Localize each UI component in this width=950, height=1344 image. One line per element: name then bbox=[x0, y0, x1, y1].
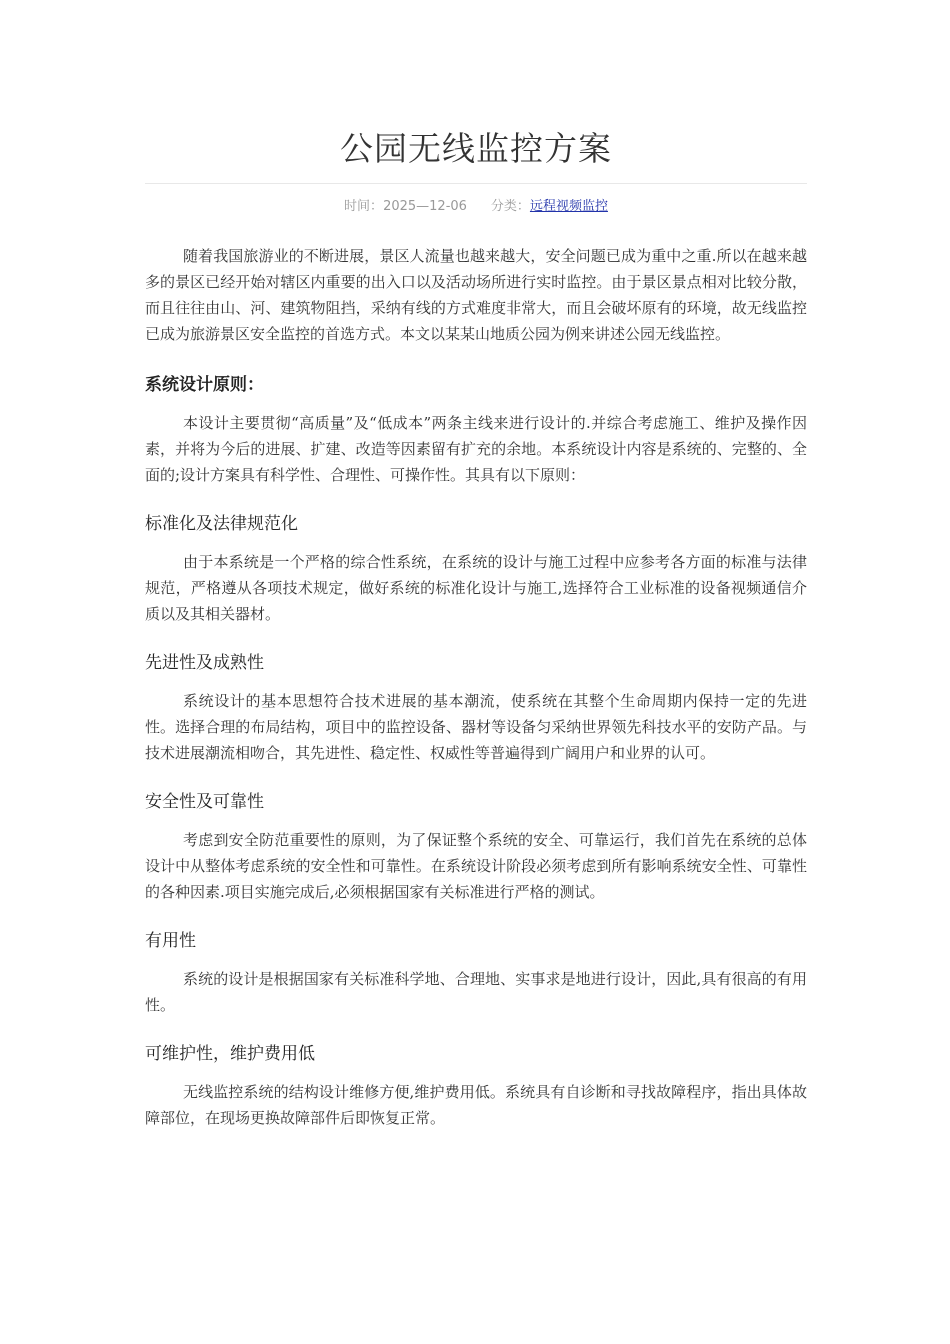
section-heading-standardization: 标准化及法律规范化 bbox=[145, 514, 298, 534]
section-paragraph-design-principles: 本设计主要贯彻“高质量”及“低成本”两条主线来进行设计的.并综合考虑施工、维护及操作因素，并将为今后的进展、扩建、改造等因素留有扩充的余地。本系统设计内容是系统的、完整的、全面的;设计方案具有科学性、合理性、可操作性。其具有以下原则： bbox=[145, 414, 807, 484]
article-meta bbox=[145, 198, 807, 216]
category-label: 分类： bbox=[490, 199, 530, 214]
page-title: 公园无线监控方案 bbox=[340, 129, 612, 168]
section-heading-usefulness: 有用性 bbox=[145, 931, 196, 951]
intro-paragraph: 随着我国旅游业的不断进展，景区人流量也越来越大，安全问题已成为重中之重.所以在越来越多的景区已经开始对辖区内重要的出入口以及活动场所进行实时监控。由于景区景点相对比较分散，而且往往由山、河、建筑物阻挡，采纳有线的方式难度非常大，而且会破坏原有的环境，故无线监控已成为旅游景区安全监控的首选方式。本文以某某山地质公园为例来讲述公园无线监控。 bbox=[145, 247, 807, 343]
section-heading-advancement: 先进性及成熟性 bbox=[145, 653, 264, 673]
section-paragraph-security: 考虑到安全防范重要性的原则，为了保证整个系统的安全、可靠运行，我们首先在系统的总体设计中从整体考虑系统的安全性和可靠性。在系统设计阶段必须考虑到所有影响系统安全性、可靠性的各种因素.项目实施完成后,必须根据国家有关标准进行严格的测试。 bbox=[145, 831, 807, 901]
publish-date: 2025—12-06 bbox=[383, 199, 467, 214]
section-heading-security: 安全性及可靠性 bbox=[145, 792, 264, 812]
intro-block bbox=[145, 243, 807, 347]
section-paragraph-advancement: 系统设计的基本思想符合技术进展的基本潮流，使系统在其整个生命周期内保持一定的先进性。选择合理的布局结构，项目中的监控设备、器材等设备匀采纳世界领先科技水平的安防产品。与技术进展潮流相吻合，其先进性、稳定性、权威性等普遍得到广阔用户和业界的认可。 bbox=[145, 692, 807, 762]
title-divider bbox=[145, 183, 807, 184]
section-paragraph-standardization: 由于本系统是一个严格的综合性系统，在系统的设计与施工过程中应参考各方面的标准与法律规范，严格遵从各项技术规定，做好系统的标准化设计与施工,选择符合工业标准的设备视频通信介质以及其相关器材。 bbox=[145, 553, 807, 623]
section-heading-maintainability: 可维护性，维护费用低 bbox=[145, 1044, 315, 1064]
article bbox=[145, 0, 807, 1131]
section-paragraph-usefulness: 系统的设计是根据国家有关标准科学地、合理地、实事求是地进行设计，因此,具有很高的有用性。 bbox=[145, 970, 807, 1014]
section-heading-design-principles: 系统设计原则： bbox=[145, 375, 264, 395]
section-paragraph-maintainability: 无线监控系统的结构设计维修方便,维护费用低。系统具有自诊断和寻找故障程序，指出具体故障部位，在现场更换故障部件后即恢复正常。 bbox=[145, 1083, 807, 1127]
category-link[interactable]: 远程视频监控 bbox=[529, 199, 608, 214]
time-label: 时间： bbox=[344, 199, 384, 214]
